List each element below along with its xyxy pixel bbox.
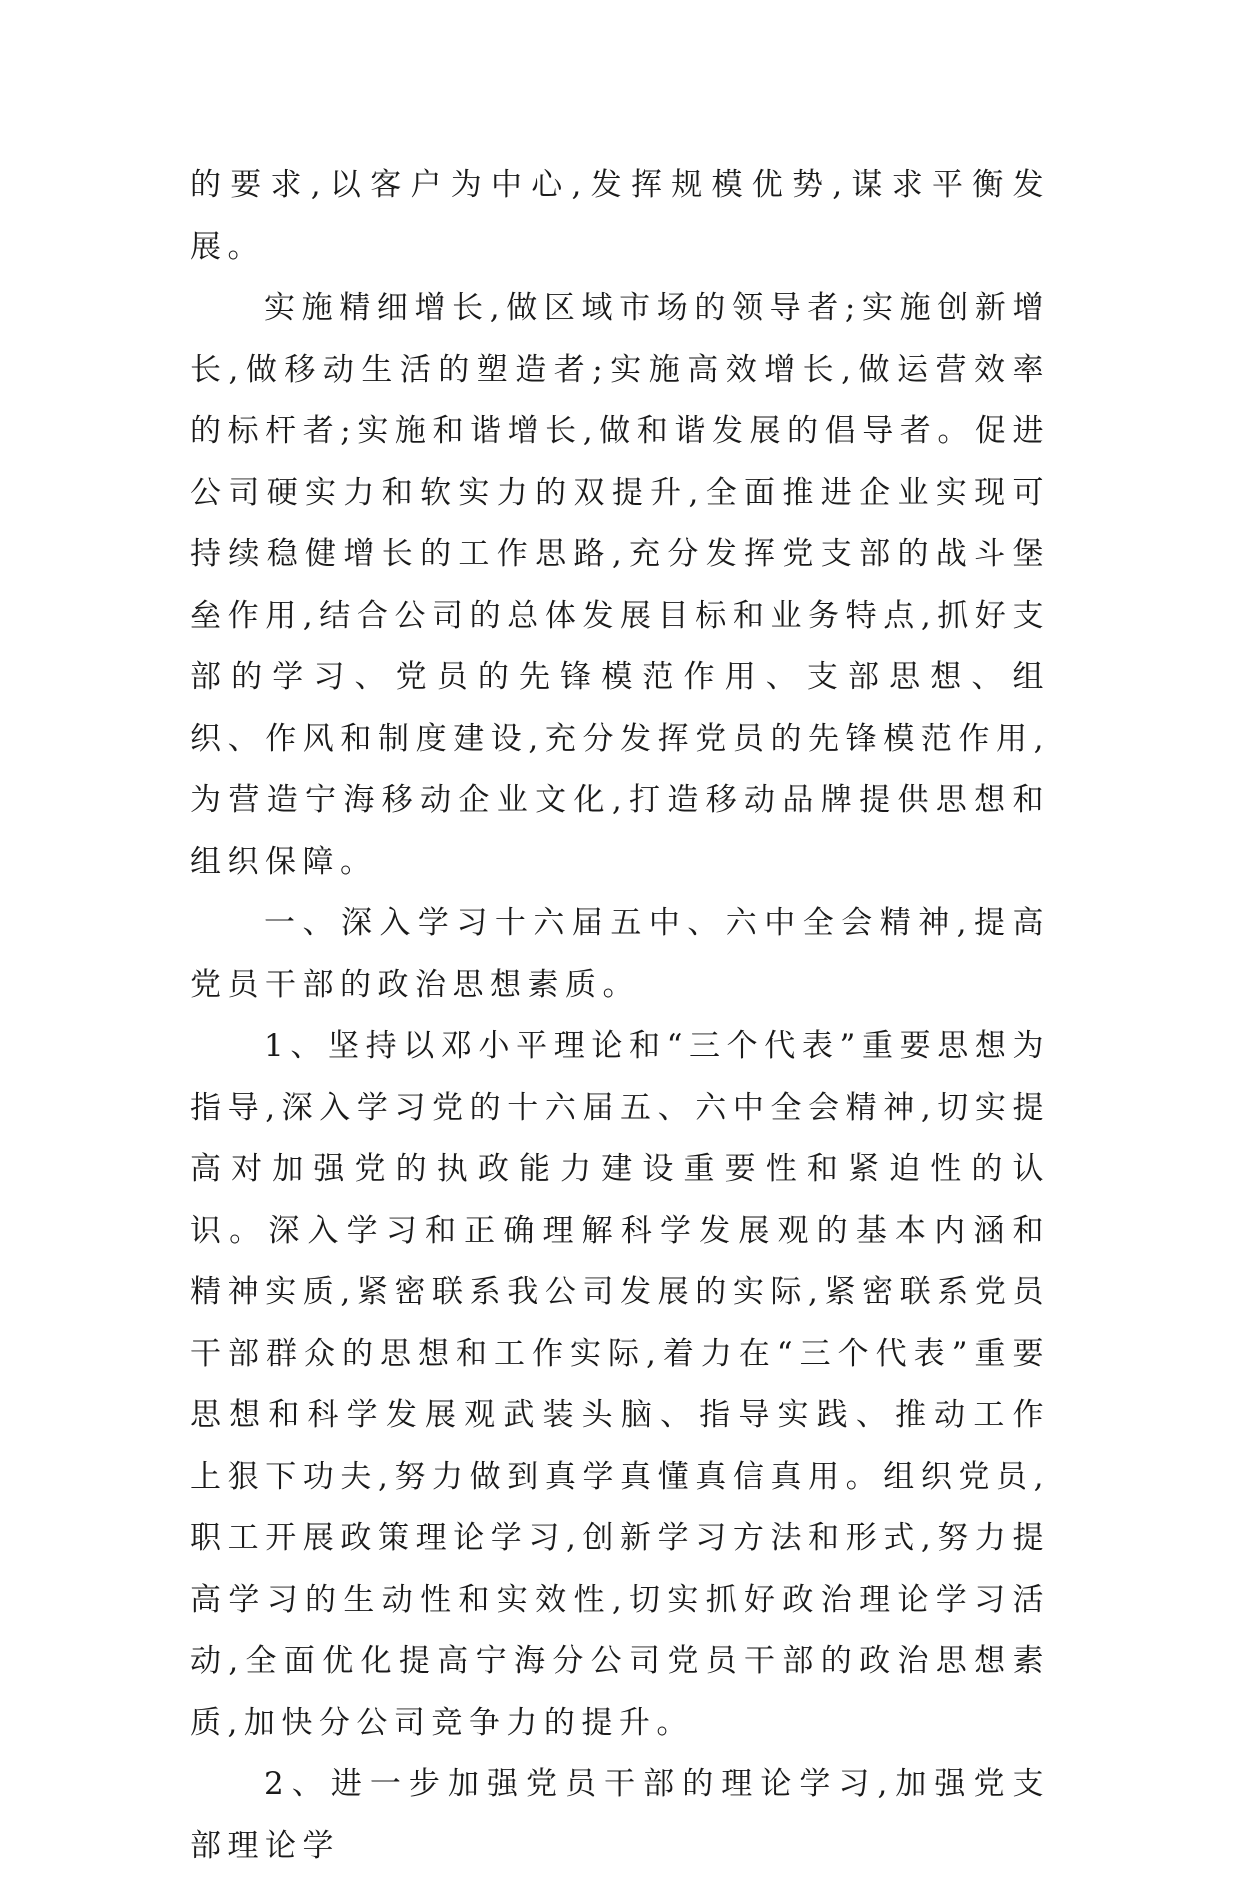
paragraph-item-2: 2、进一步加强党员干部的理论学习,加强党支部理论学 bbox=[190, 1766, 1050, 1864]
paragraph-continuation: 的要求,以客户为中心,发挥规模优势,谋求平衡发展。 bbox=[190, 167, 1050, 265]
document-body bbox=[190, 155, 1050, 1877]
paragraph-item-1: 1、坚持以邓小平理论和“三个代表”重要思想为指导,深入学习党的十六届五、六中全会精神,切实提高对加强党的执政能力建设重要性和紧迫性的认识。深入学习和正确理解科学发展观的基本内涵和精神实质,紧密联系我公司发展的实际,紧密联系党员干部群众的思想和工作实际,着力在“三个代表”重要思想和科学发展观武装头脑、指导实践、推动工作上狠下功夫,努力做到真学真懂真信真用。组织党员,职工开展政策理论学习,创新学习方法和形式,努力提高学习的生动性和实效性,切实抓好政治理论学习活动,全面优化提高宁海分公司党员干部的政治思想素质,加快分公司竞争力的提升。 bbox=[190, 1028, 1050, 1741]
paragraph-growth-strategy: 实施精细增长,做区域市场的领导者;实施创新增长,做移动生活的塑造者;实施高效增长,做运营效率的标杆者;实施和谐增长,做和谐发展的倡导者。促进公司硬实力和软实力的双提升,全面推进企业实现可持续稳健增长的工作思路,充分发挥党支部的战斗堡垒作用,结合公司的总体发展目标和业务特点,抓好支部的学习、党员的先锋模范作用、支部思想、组织、作风和制度建设,充分发挥党员的先锋模范作用,为营造宁海移动企业文化,打造移动品牌提供思想和组织保障。 bbox=[190, 290, 1050, 880]
section-heading-one: 一、深入学习十六届五中、六中全会精神,提高党员干部的政治思想素质。 bbox=[190, 905, 1050, 1003]
